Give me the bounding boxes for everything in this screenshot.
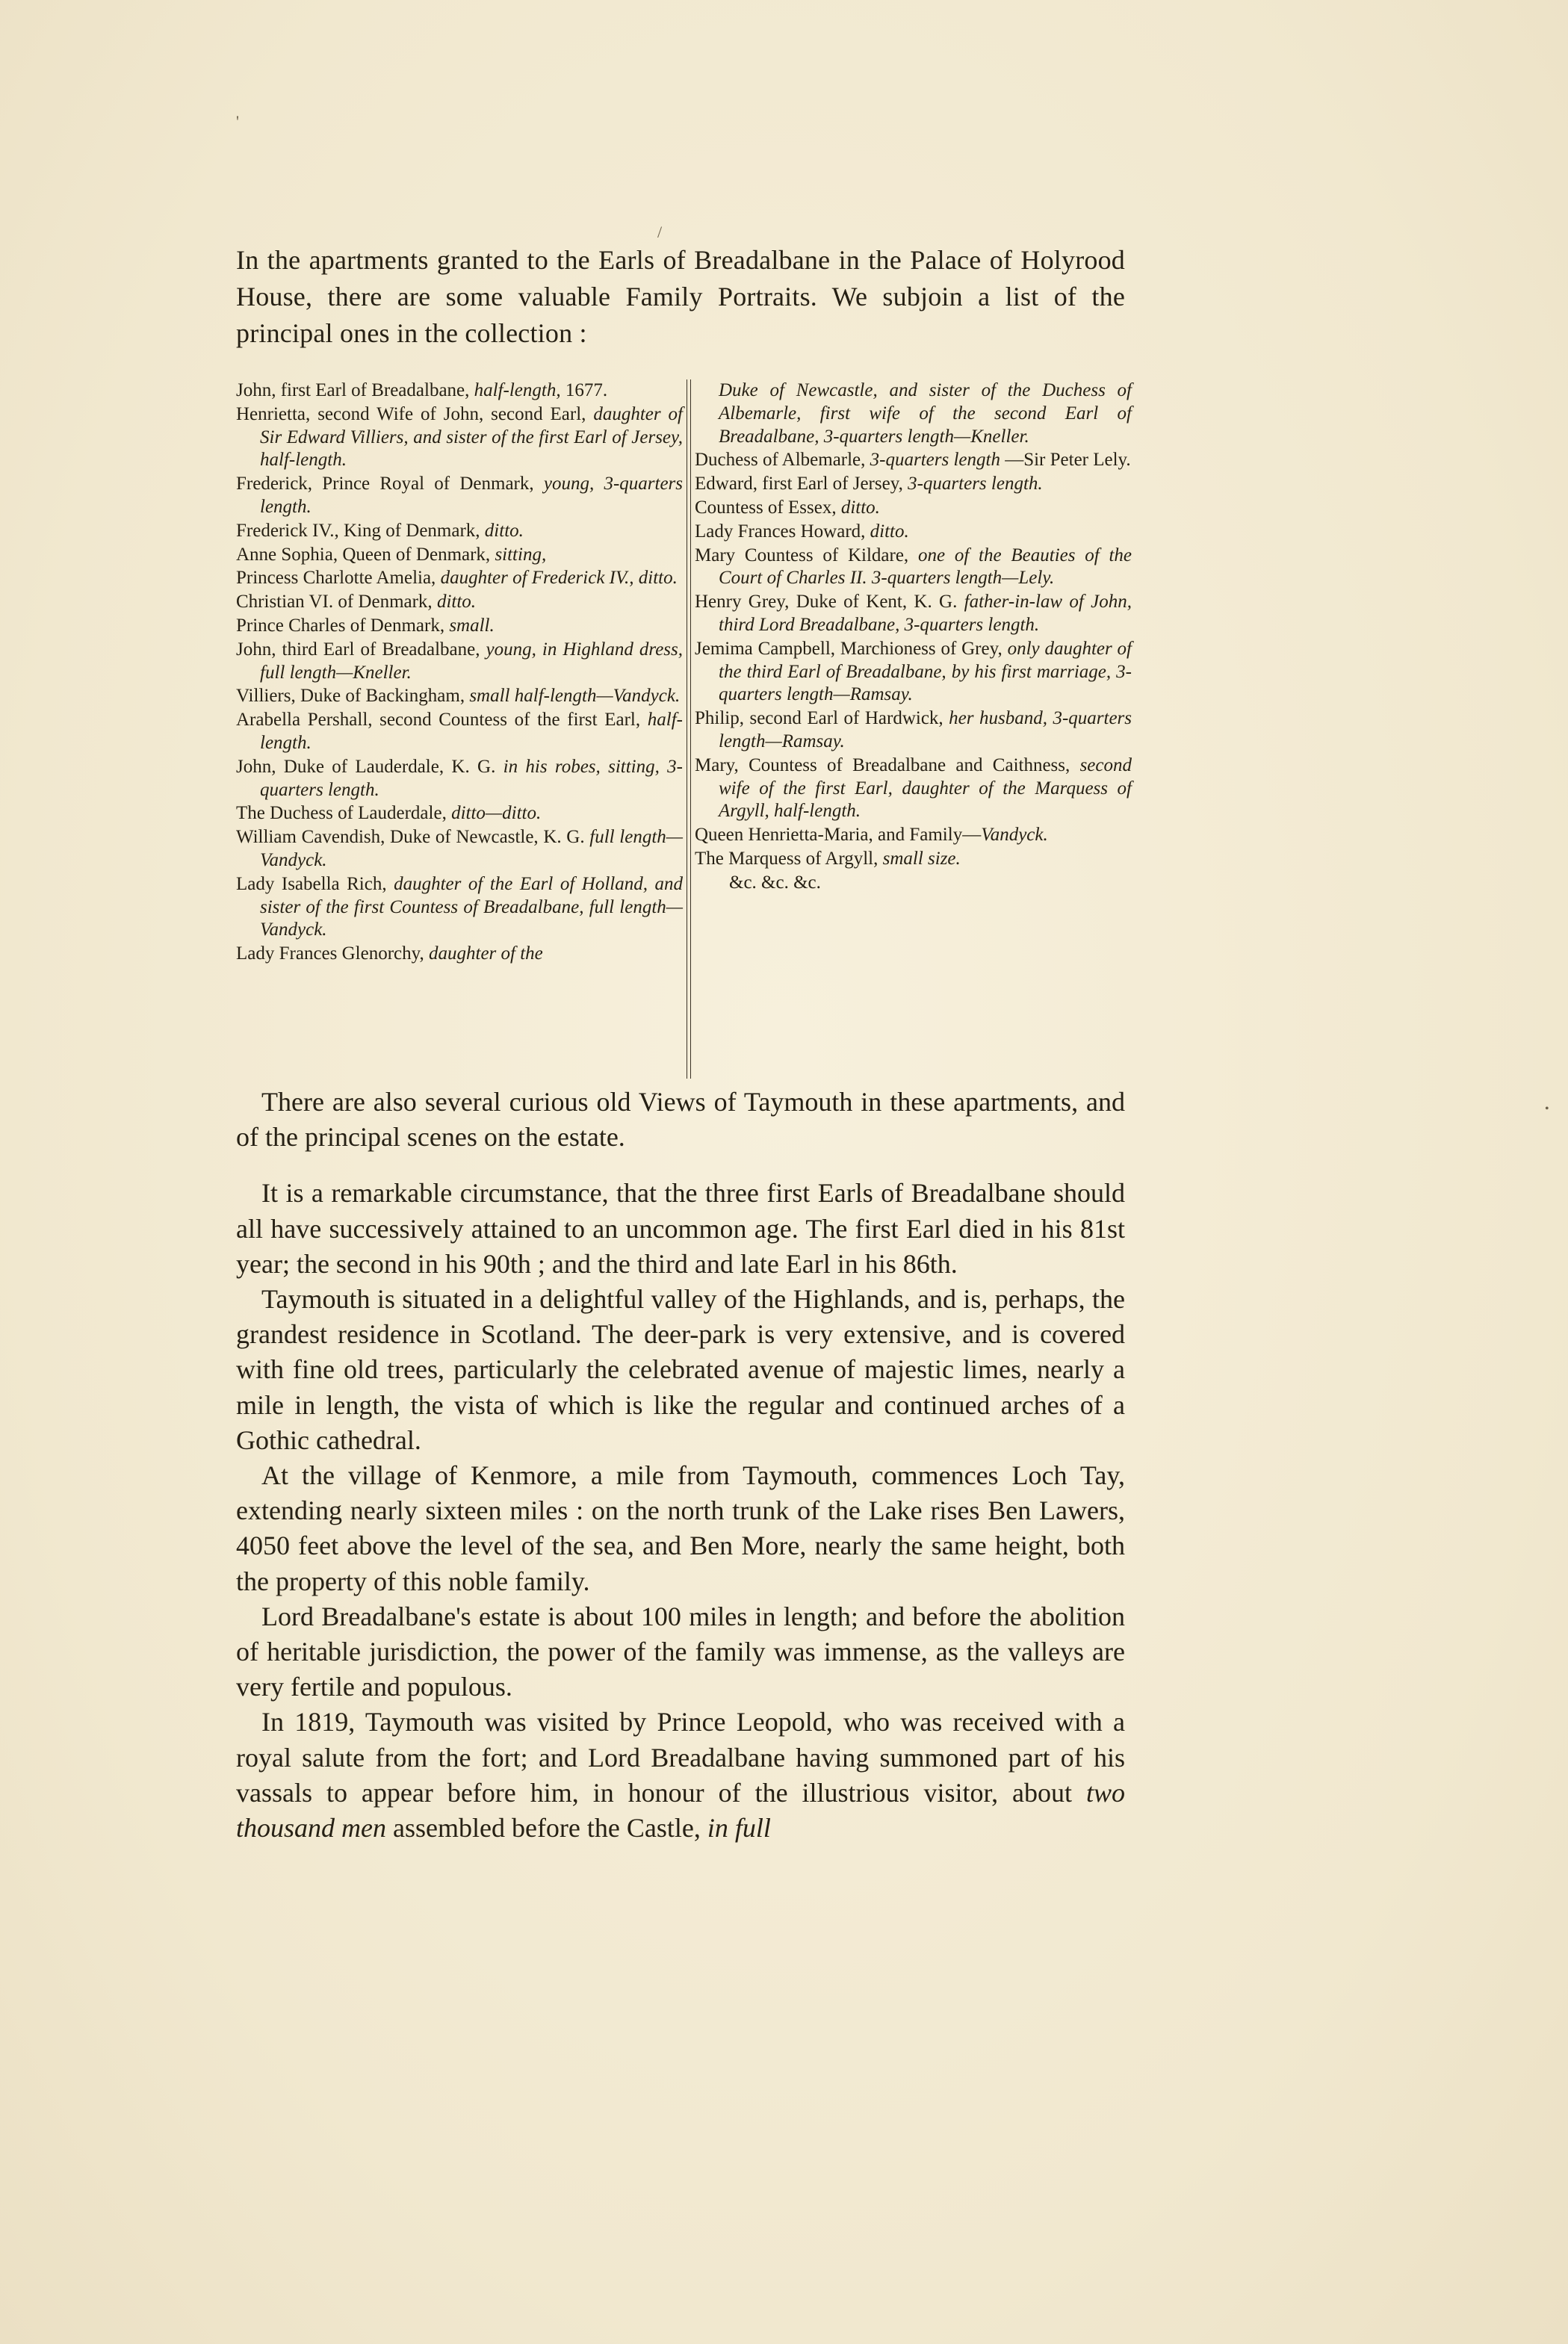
intro-paragraph: In the apartments granted to the Earls of Breadalbane in the Palace of Holyrood House, there are some valuable Family Portraits. We subjoin a list of the principal ones in the collection : — [236, 245, 1125, 348]
paragraph-earls-age: It is a remarkable circumstance, that the three first Earls of Breadalbane should all have successively attained to an uncommon age. The first Earl died in his 81st year; the second in his 90th ; and the third and late Earl in his 86th. — [236, 1178, 1125, 1279]
portrait-description: one of the Beauties of the Court of Charles II. 3-quarters length—Lely. — [719, 545, 1132, 589]
portrait-description: father-in-law of John, third Lord Breadalbane, 3-quarters length. — [719, 592, 1132, 635]
portrait-note: 1677. — [560, 380, 608, 400]
portrait-column-left — [236, 379, 683, 967]
portrait-name: Lady Frances Howard, — [695, 521, 870, 542]
portrait-entry — [236, 685, 683, 708]
portrait-entry — [695, 707, 1132, 754]
portrait-entry — [236, 802, 683, 825]
portrait-name: The Marquess of Argyll, — [695, 848, 883, 869]
portrait-entry — [695, 545, 1132, 591]
margin-mark: ' — [236, 112, 239, 131]
portrait-entry — [695, 473, 1132, 496]
portrait-name: John, third Earl of Breadalbane, — [236, 639, 486, 660]
portrait-name: Henry Grey, Duke of Kent, K. G. — [695, 592, 964, 613]
portrait-entry — [236, 756, 683, 802]
text-span: In 1819, Taymouth was visited by Prince Leopold, who was received with a royal salute from the fort; and Lord Breadalbane having summoned part of his vassals to appear before him, in honour of the illustrious visitor, about — [236, 1707, 1125, 1808]
portrait-entry — [695, 848, 1132, 871]
text-span: assembled before the Castle, — [386, 1813, 707, 1844]
portrait-description: her husband, 3-quarters length—Ramsay. — [719, 708, 1132, 751]
portrait-column-right — [695, 379, 1132, 896]
portrait-description: small half-length—Vandyck. — [469, 686, 681, 707]
portrait-name: Villiers, Duke of Backingham, — [236, 686, 470, 707]
portrait-entry — [236, 473, 683, 519]
portrait-entry — [695, 591, 1132, 637]
portrait-note: —Sir Peter Lely. — [1000, 450, 1131, 471]
portrait-entry — [236, 826, 683, 872]
portrait-entry — [236, 639, 683, 685]
margin-mark: • — [1545, 1103, 1549, 1115]
portrait-name: The Duchess of Lauderdale, — [236, 803, 452, 824]
portrait-name: Jemima Campbell, Marchioness of Grey, — [695, 638, 1008, 659]
portrait-description: in his robes, sitting, 3-quarters length. — [260, 756, 683, 800]
paragraph-prince-leopold — [236, 1705, 1125, 1846]
portrait-description: second wife of the first Earl, daughter of the Marquess of Argyll, half-length. — [719, 754, 1132, 822]
portrait-description: daughter of the Earl of Holland, and sister of the first Countess of Breadalbane, full length—Vandyck. — [260, 873, 683, 940]
portrait-description: ditto. — [870, 521, 909, 542]
portrait-name: Lady Frances Glenorchy, — [236, 943, 430, 964]
portrait-name: Henrietta, second Wife of John, second Earl, — [236, 403, 594, 424]
portrait-name: Edward, first Earl of Jersey, — [695, 474, 908, 494]
portrait-entry — [236, 709, 683, 755]
portrait-description: small. — [449, 615, 495, 636]
portrait-name: Prince Charles of Denmark, — [236, 615, 450, 636]
portrait-entry — [236, 544, 683, 567]
portrait-name: William Cavendish, Duke of Newcastle, K. G. — [236, 827, 590, 848]
portrait-description: daughter of the — [429, 943, 543, 964]
etcetera-line: &c. &c. &c. — [729, 872, 821, 893]
portrait-name: Mary Countess of Kildare, — [695, 545, 918, 565]
portrait-description: 3-quarters length. — [908, 474, 1043, 494]
paragraph-estate: Lord Breadalbane's estate is about 100 miles in length; and before the abolition of heritable jurisdiction, the power of the family was immense, as the valleys are very fertile and populous. — [236, 1601, 1125, 1702]
portrait-description: sitting, — [495, 544, 547, 565]
paragraph-taymouth-valley: Taymouth is situated in a delightful valley of the Highlands, and is, perhaps, the grandest residence in Scotland. The deer-park is very extensive, and is covered with fine old trees, particularly the celebrated avenue of majestic limes, nearly a mile in length, the vista of which is like the regular and continued arches of a Gothic cathedral. — [236, 1284, 1125, 1455]
portrait-entry-continuation — [695, 379, 1132, 448]
portrait-entry — [236, 873, 683, 942]
portrait-description: daughter of Sir Edward Villiers, and sister of the first Earl of Jersey, half-length. — [260, 403, 683, 471]
portrait-description: Vandyck. — [981, 825, 1048, 846]
portrait-entry — [236, 615, 683, 638]
portrait-description: Duke of Newcastle, and sister of the Duchess of Albemarle, first wife of the second Earl of Breadalbane, 3-quarters length—Kneller. — [719, 380, 1132, 447]
portrait-description: small size. — [882, 848, 961, 869]
portrait-description: 3-quarters length — [870, 450, 1000, 471]
portrait-entry — [695, 638, 1132, 707]
portrait-description: ditto—ditto. — [451, 803, 542, 824]
portrait-entry — [236, 379, 683, 403]
views-paragraph: There are also several curious old Views of Taymouth in these apartments, and of the principal scenes on the estate. — [236, 1087, 1125, 1153]
portrait-name: Queen Henrietta-Maria, and Family— — [695, 825, 982, 846]
portrait-entry — [695, 824, 1132, 847]
portrait-description: half-length. — [260, 710, 683, 753]
italic-span: in full — [707, 1813, 771, 1844]
portrait-name: Mary, Countess of Breadalbane and Caithness, — [695, 754, 1080, 775]
portrait-entry — [695, 754, 1132, 823]
portrait-description: daughter of Frederick IV., ditto. — [440, 568, 678, 589]
portrait-entry — [695, 521, 1132, 544]
portrait-name: Duchess of Albemarle, — [695, 450, 870, 471]
italic-span: two thousand men — [236, 1777, 1125, 1844]
portrait-name: Christian VI. of Denmark, — [236, 592, 437, 613]
portrait-description: ditto. — [840, 497, 880, 518]
portrait-description: ditto. — [484, 520, 524, 541]
portrait-name: John, first Earl of Breadalbane, — [236, 380, 474, 400]
portrait-entry — [236, 943, 683, 966]
body-text — [236, 1085, 1125, 1846]
portrait-description: young, in Highland dress, full length—Kneller. — [260, 639, 683, 683]
portrait-name: Frederick IV., King of Denmark, — [236, 520, 485, 541]
portrait-name: John, Duke of Lauderdale, K. G. — [236, 756, 503, 777]
portrait-name: Frederick, Prince Royal of Denmark, — [236, 474, 544, 494]
paragraph-kenmore: At the village of Kenmore, a mile from Taymouth, commences Loch Tay, extending nearly sixteen miles : on the north trunk of the Lake rises Ben Lawers, 4050 feet above the level of the sea, and Ben More, nearly the same height, both the property of this noble family. — [236, 1460, 1125, 1596]
portrait-name: Countess of Essex, — [695, 497, 841, 518]
portrait-entry — [695, 449, 1132, 472]
column-divider — [687, 379, 691, 1079]
portrait-description: half-length, — [474, 380, 561, 400]
portrait-description: only daughter of the third Earl of Breadalbane, by his first marriage, 3-quarters length—Ramsay. — [719, 638, 1132, 705]
portrait-entry — [236, 567, 683, 590]
portrait-description: full length—Vandyck. — [260, 827, 683, 870]
portrait-description: young, 3-quarters length. — [260, 474, 684, 517]
portrait-name: Arabella Pershall, second Countess of the first Earl, — [236, 710, 648, 731]
portrait-name: Lady Isabella Rich, — [236, 873, 394, 894]
portrait-entry — [236, 591, 683, 614]
portrait-name: Philip, second Earl of Hardwick, — [695, 708, 949, 729]
portrait-list — [236, 379, 1132, 1080]
margin-mark: / — [657, 223, 663, 241]
portrait-name: Anne Sophia, Queen of Denmark, — [236, 544, 495, 565]
portrait-entry — [236, 520, 683, 543]
portrait-description: ditto. — [436, 592, 477, 613]
portrait-name: Princess Charlotte Amelia, — [236, 568, 441, 589]
portrait-entry — [236, 403, 683, 472]
portrait-entry — [695, 497, 1132, 520]
